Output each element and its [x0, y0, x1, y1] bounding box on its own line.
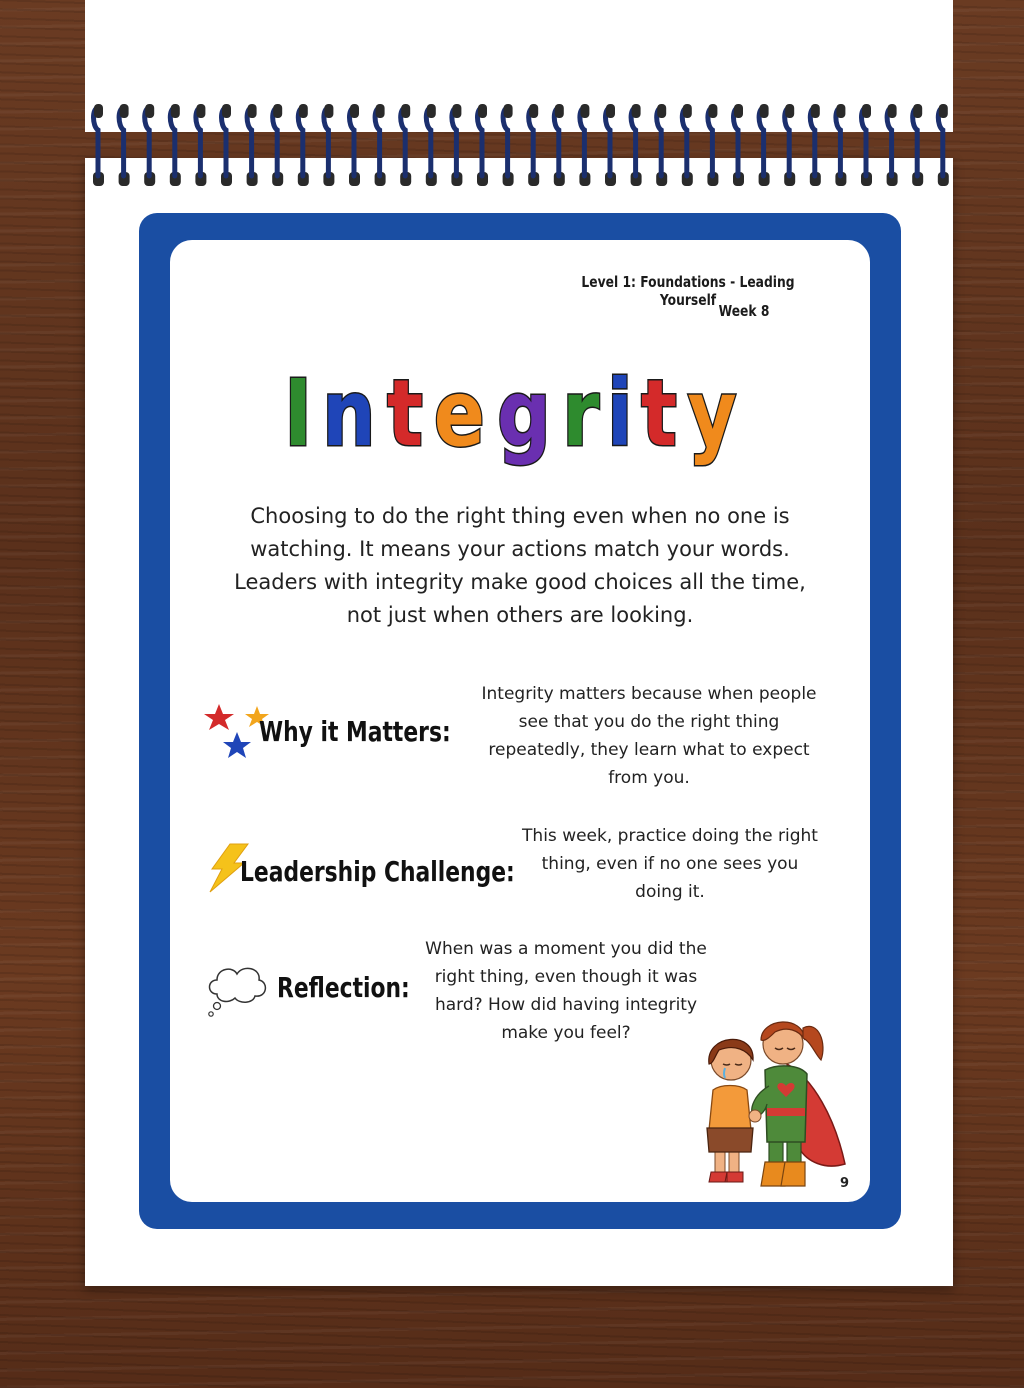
- coil-top: [145, 104, 154, 118]
- coil-top: [427, 104, 436, 118]
- spiral-coil: [836, 108, 841, 176]
- definition-line: Leaders with integrity make good choices all the time,: [234, 570, 806, 594]
- title-letter: t: [641, 360, 678, 467]
- coil-top: [248, 104, 257, 118]
- spiral-coil: [401, 108, 406, 176]
- text-line: make you feel?: [501, 1023, 631, 1043]
- coil-top: [913, 104, 922, 118]
- page-title: [0, 360, 1024, 467]
- coil-top: [606, 104, 615, 118]
- coil-top: [478, 104, 487, 118]
- spiral-binding: [90, 100, 950, 192]
- leadership-challenge-label: Leadership Challenge:: [240, 855, 515, 888]
- coil-top: [580, 104, 589, 118]
- text-line: thing, even if no one sees you: [541, 854, 799, 874]
- coil-top: [452, 104, 461, 118]
- text-line: When was a moment you did the: [425, 939, 707, 959]
- spiral-coil: [452, 108, 457, 176]
- spiral-coil: [606, 108, 611, 176]
- text-line: right thing, even though it was: [434, 967, 698, 987]
- page-number: 9: [840, 1176, 850, 1191]
- reflection-text: [398, 935, 734, 1047]
- spiral-coil: [478, 108, 483, 176]
- spiral-coil: [375, 108, 380, 176]
- spiral-coil: [196, 108, 201, 176]
- week-heading: Week 8: [718, 302, 770, 320]
- title-letter: g: [497, 360, 553, 467]
- text-line: Integrity matters because when people: [481, 684, 817, 704]
- coil-top: [529, 104, 538, 118]
- spiral-coil: [247, 108, 252, 176]
- coil-top: [324, 104, 333, 118]
- spiral-coil: [580, 108, 585, 176]
- coil-top: [708, 104, 717, 118]
- title-letter: r: [562, 360, 601, 467]
- spiral-coil: [298, 108, 303, 176]
- coil-top: [299, 104, 308, 118]
- title-letter: e: [433, 360, 486, 467]
- spiral-coil: [708, 108, 713, 176]
- text-line: see that you do the right thing: [518, 712, 780, 732]
- why-it-matters-text: [455, 680, 843, 792]
- title-letter: t: [386, 360, 424, 467]
- reflection-label: Reflection:: [277, 971, 410, 1004]
- spiral-coil: [938, 108, 943, 176]
- spiral-coil: [426, 108, 431, 176]
- spiral-coil: [273, 108, 278, 176]
- text-line: doing it.: [635, 882, 705, 902]
- coil-top: [171, 104, 180, 118]
- title-letter: I: [284, 360, 314, 467]
- coil-top: [862, 104, 871, 118]
- coil-top: [376, 104, 385, 118]
- spiral-coil: [785, 108, 790, 176]
- coil-top: [657, 104, 666, 118]
- spiral-coil: [862, 108, 867, 176]
- coil-top: [350, 104, 359, 118]
- spiral-coil: [554, 108, 559, 176]
- title-letter: n: [322, 360, 377, 467]
- spiral-coil: [887, 108, 892, 176]
- coil-top: [632, 104, 641, 118]
- spiral-coil: [810, 108, 815, 176]
- level-heading: Level 1: Foundations - Leading Yourself: [581, 273, 795, 309]
- coil-top: [734, 104, 743, 118]
- spiral-coil: [913, 108, 918, 176]
- coil-top: [760, 104, 769, 118]
- coil-top: [196, 104, 205, 118]
- coil-top: [401, 104, 410, 118]
- spiral-coil: [350, 108, 355, 176]
- coil-top: [120, 104, 129, 118]
- spiral-coil: [734, 108, 739, 176]
- spiral-coil: [170, 108, 175, 176]
- definition-line: Choosing to do the right thing even when no one is: [250, 504, 790, 528]
- definition-line: not just when others are looking.: [346, 603, 694, 627]
- superhero-comforting-child-illustration: [695, 998, 855, 1194]
- spiral-coil: [94, 108, 99, 176]
- coil-top: [94, 104, 103, 118]
- coil-top: [683, 104, 692, 118]
- coil-top: [811, 104, 820, 118]
- spiral-coil: [759, 108, 764, 176]
- coil-top: [888, 104, 897, 118]
- coil-top: [273, 104, 282, 118]
- coil-top: [939, 104, 948, 118]
- spiral-coil: [324, 108, 329, 176]
- spiral-coil: [657, 108, 662, 176]
- spiral-coil: [682, 108, 687, 176]
- leadership-challenge-text: [495, 822, 845, 906]
- spiral-coil: [222, 108, 227, 176]
- title-letter: y: [687, 360, 738, 467]
- spiral-coil: [119, 108, 124, 176]
- coil-top: [555, 104, 564, 118]
- coil-top: [836, 104, 845, 118]
- coil-top: [504, 104, 513, 118]
- text-line: repeatedly, they learn what to expect: [488, 740, 810, 760]
- spiral-coil: [631, 108, 636, 176]
- why-it-matters-label: Why it Matters:: [259, 715, 451, 748]
- text-line: hard? How did having integrity: [434, 995, 698, 1015]
- definition-text: [200, 500, 840, 632]
- thought-cloud-icon: [203, 960, 269, 1020]
- spiral-coil: [529, 108, 534, 176]
- coil-top: [222, 104, 231, 118]
- spiral-coil: [503, 108, 508, 176]
- coil-top: [785, 104, 794, 118]
- text-line: from you.: [608, 768, 690, 788]
- title-letter: i: [607, 360, 635, 467]
- text-line: This week, practice doing the right: [522, 826, 818, 846]
- definition-line: watching. It means your actions match your words.: [250, 537, 790, 561]
- spiral-coil: [145, 108, 150, 176]
